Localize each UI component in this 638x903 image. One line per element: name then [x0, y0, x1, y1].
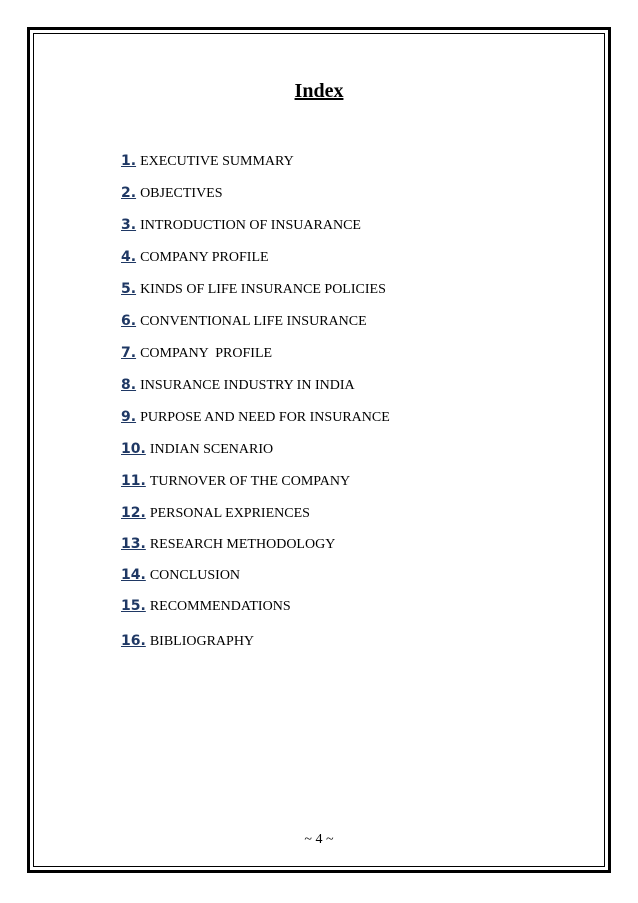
toc-item-label: BIBLIOGRAPHY — [149, 634, 255, 649]
toc-item-label: RESEARCH METHODOLOGY — [149, 537, 336, 552]
toc-item-number: 5. — [121, 281, 137, 297]
toc-item-label: INTRODUCTION OF INSUARANCE — [140, 218, 361, 233]
toc-item-number: 10. — [121, 441, 146, 457]
toc-item-label: OBJECTIVES — [140, 186, 223, 201]
toc-item — [121, 183, 223, 203]
toc-item-number: 15. — [121, 598, 146, 614]
toc-item-label: RECOMMENDATIONS — [149, 599, 291, 614]
toc-item-label: PURPOSE AND NEED FOR INSURANCE — [140, 410, 390, 425]
toc-item — [121, 247, 269, 267]
toc-item-number: 1. — [121, 153, 137, 169]
toc-item — [121, 279, 386, 299]
toc-item — [121, 215, 361, 235]
toc-item — [121, 631, 254, 651]
toc-item-label: CONCLUSION — [149, 568, 241, 583]
toc-item — [121, 565, 240, 585]
toc-item-label: PERSONAL EXPRIENCES — [149, 506, 310, 521]
toc-item — [121, 311, 367, 331]
toc-item-label: COMPANY PROFILE — [140, 250, 269, 265]
toc-item — [121, 439, 273, 459]
toc-item — [121, 343, 272, 363]
toc-item — [121, 375, 355, 395]
toc-item — [121, 596, 291, 616]
page-number-footer: ~ 4 ~ — [304, 832, 334, 847]
toc-item-label: INDIAN SCENARIO — [149, 442, 274, 457]
toc-item-number: 11. — [121, 473, 146, 489]
page-border-inner — [33, 33, 605, 867]
toc-item-number: 13. — [121, 536, 146, 552]
toc-item-label: KINDS OF LIFE INSURANCE POLICIES — [140, 282, 386, 297]
toc-item-number: 8. — [121, 377, 137, 393]
toc-item-number: 7. — [121, 345, 137, 361]
toc-item-label: EXECUTIVE SUMMARY — [140, 154, 294, 169]
toc-item-number: 9. — [121, 409, 137, 425]
toc-item-number: 4. — [121, 249, 137, 265]
toc-item-label: CONVENTIONAL LIFE INSURANCE — [140, 314, 367, 329]
toc-item-number: 16. — [121, 633, 146, 649]
toc-item-number: 2. — [121, 185, 137, 201]
toc-item-label: INSURANCE INDUSTRY IN INDIA — [140, 378, 355, 393]
toc-item — [121, 407, 390, 427]
toc-item — [121, 151, 294, 171]
toc-item-label: COMPANY PROFILE — [140, 346, 273, 361]
toc-item — [121, 471, 350, 491]
toc-item-label: TURNOVER OF THE COMPANY — [149, 474, 351, 489]
toc-item-number: 12. — [121, 505, 146, 521]
toc-item-number: 14. — [121, 567, 146, 583]
toc-item — [121, 503, 310, 523]
toc-item-number: 3. — [121, 217, 137, 233]
page-title: Index — [294, 80, 344, 102]
toc-item — [121, 534, 335, 554]
toc-item-number: 6. — [121, 313, 137, 329]
